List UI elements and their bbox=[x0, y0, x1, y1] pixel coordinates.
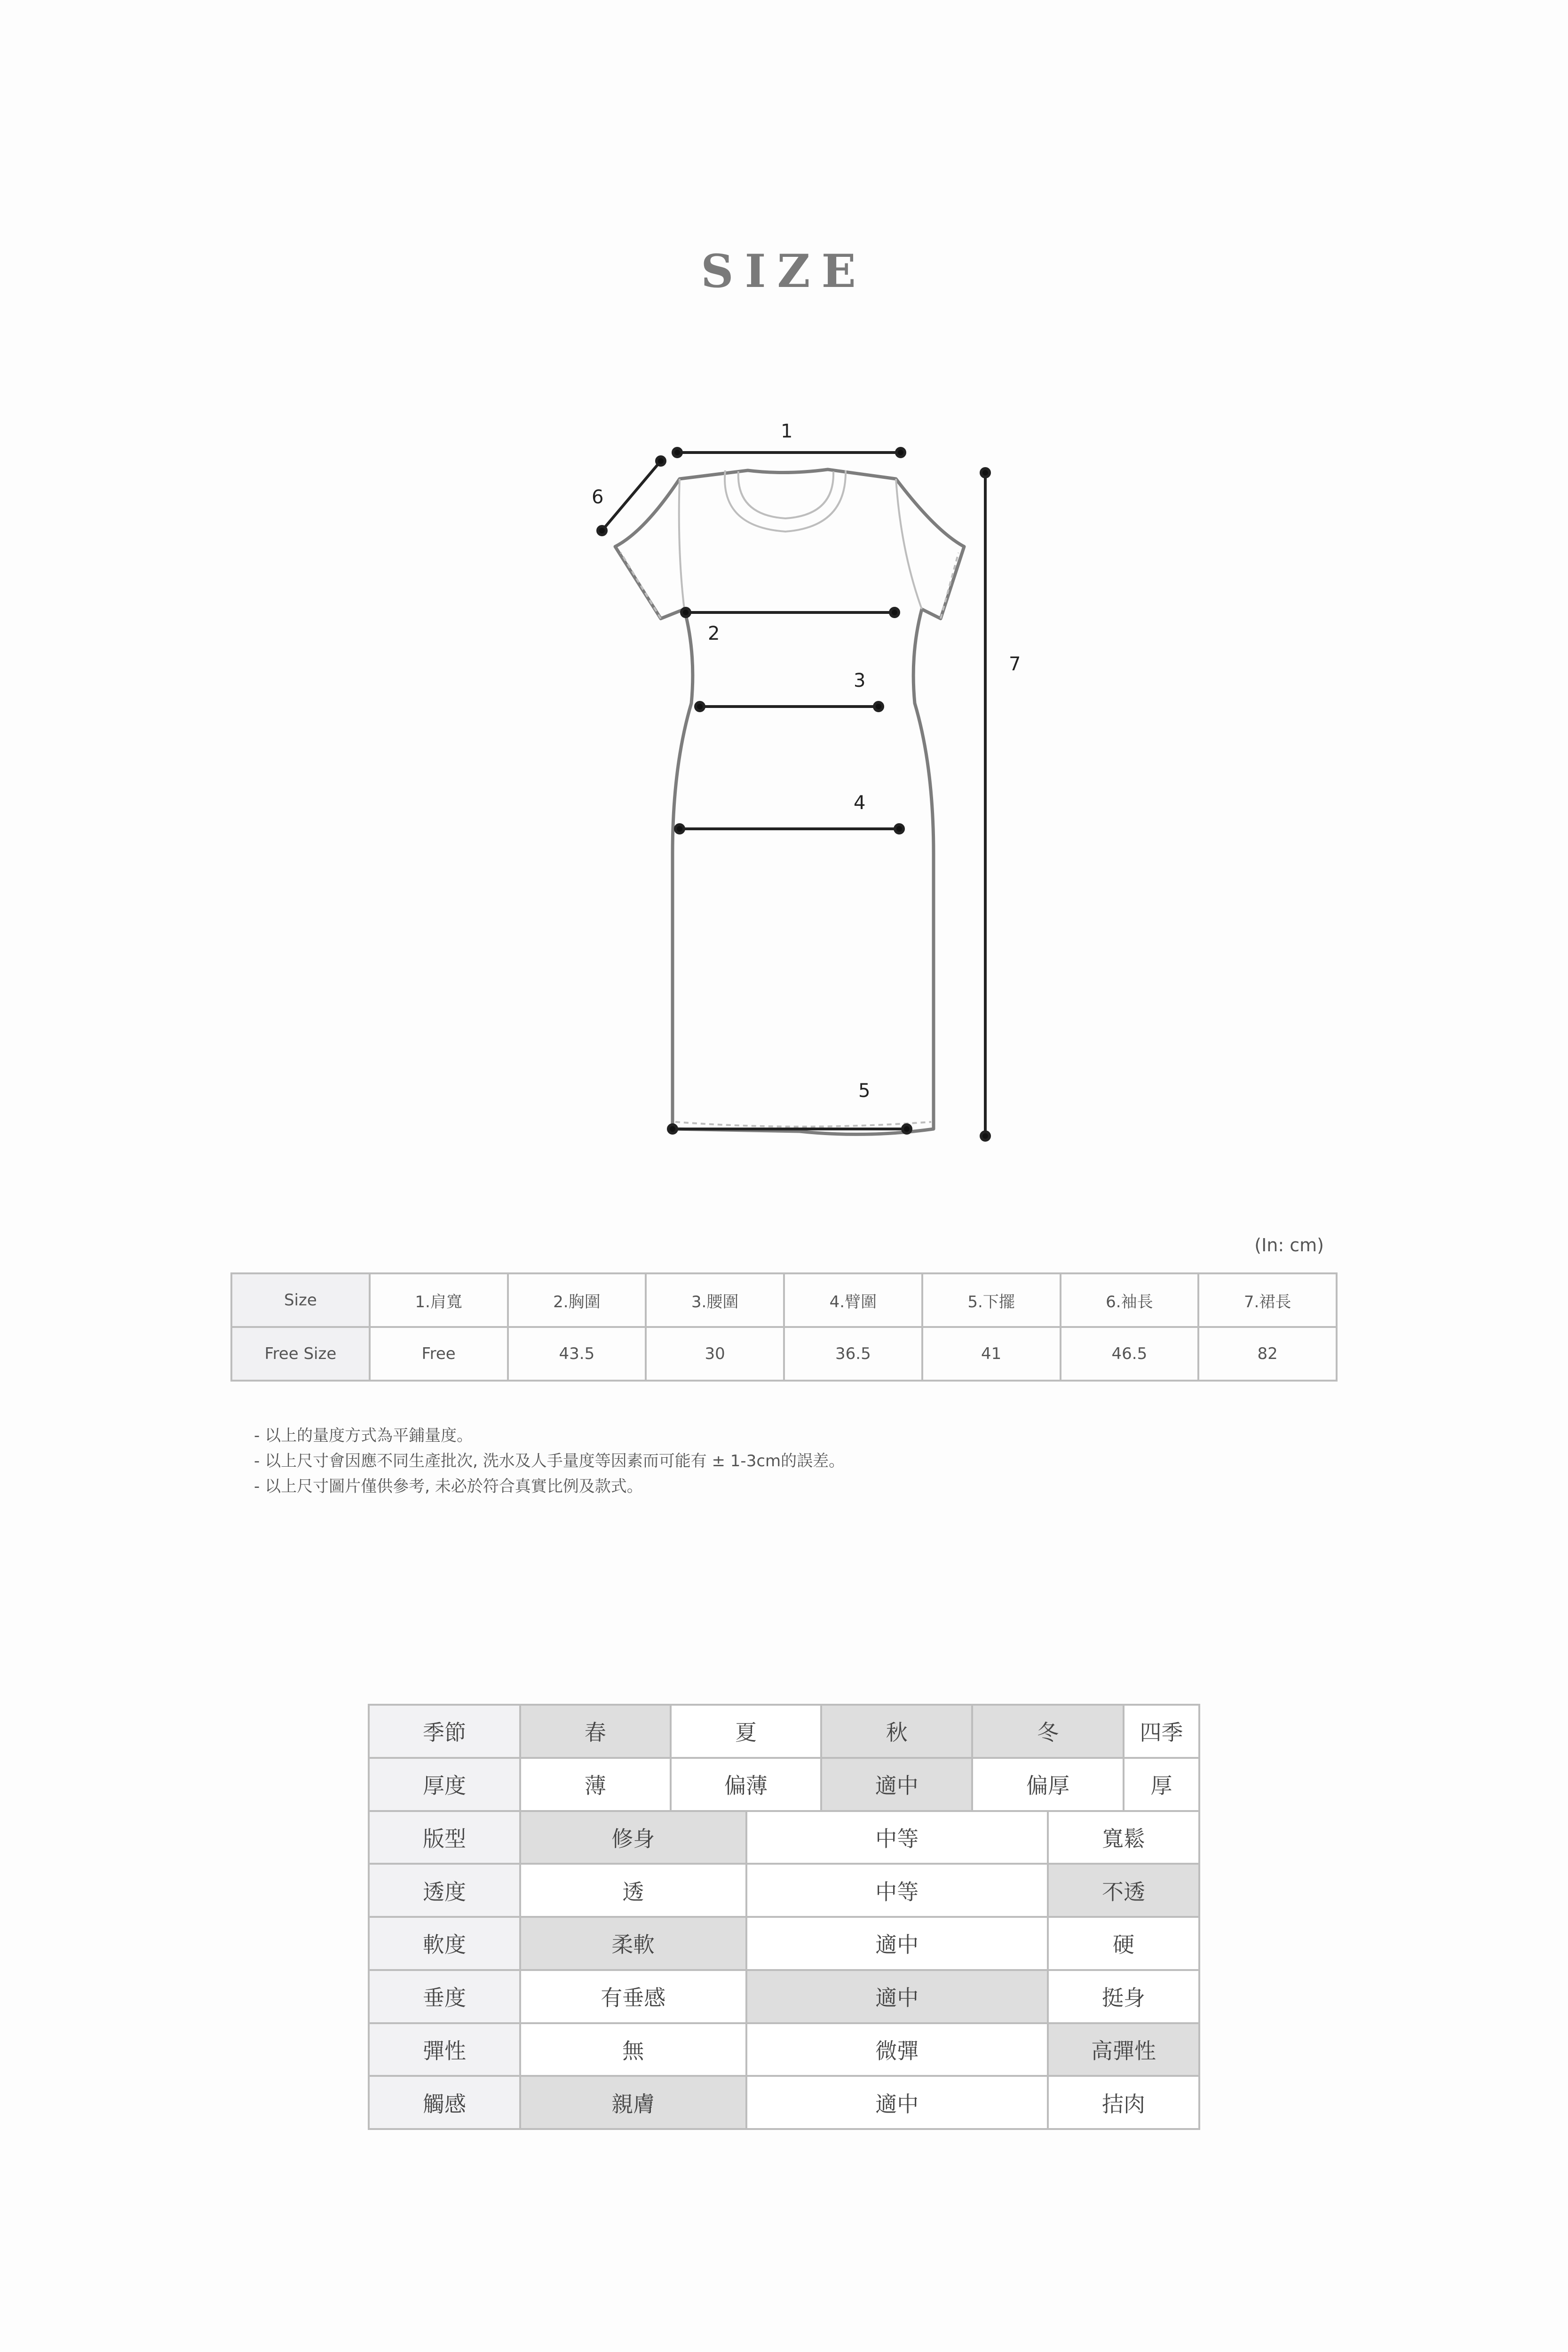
page-title: SIZE bbox=[701, 245, 867, 298]
size-table-row bbox=[231, 1327, 1337, 1381]
size-header-cell: 6.袖長 bbox=[1061, 1273, 1199, 1327]
measure-label-3: 3 bbox=[854, 670, 866, 691]
fabric-attributes-table bbox=[368, 1704, 1200, 2130]
attr-option-regular: 中等 bbox=[746, 1811, 1048, 1864]
attr-label: 版型 bbox=[369, 1811, 520, 1864]
attr-option-slight-stretch: 微彈 bbox=[746, 2023, 1048, 2076]
unit-note: (In: cm) bbox=[1254, 1235, 1324, 1255]
attr-option-slim: 修身 bbox=[520, 1811, 746, 1864]
attr-option-high-stretch: 高彈性 bbox=[1048, 2023, 1199, 2076]
measure-label-2: 2 bbox=[708, 623, 720, 644]
dress-measurement-diagram bbox=[564, 409, 1035, 1148]
attr-label: 觸感 bbox=[369, 2076, 520, 2129]
measure-label-6: 6 bbox=[592, 486, 604, 508]
attr-row-transparency bbox=[369, 1864, 1199, 1917]
attr-row-drape bbox=[369, 1970, 1199, 2023]
measure-label-4: 4 bbox=[854, 792, 866, 814]
attr-option-slightly-thick: 偏厚 bbox=[972, 1758, 1124, 1811]
attr-option-slightly-thin: 偏薄 bbox=[671, 1758, 822, 1811]
attr-option-summer: 夏 bbox=[671, 1705, 822, 1758]
neckline-outer bbox=[738, 471, 833, 518]
size-header-cell: 5.下擺 bbox=[922, 1273, 1061, 1327]
attr-label: 彈性 bbox=[369, 2023, 520, 2076]
attr-option-drapey: 有垂感 bbox=[520, 1970, 746, 2023]
attr-row-softness bbox=[369, 1917, 1199, 1970]
attr-label: 厚度 bbox=[369, 1758, 520, 1811]
attr-option-scratchy: 拮肉 bbox=[1048, 2076, 1199, 2129]
dress-outline bbox=[615, 469, 964, 1134]
attr-option-autumn: 秋 bbox=[821, 1705, 972, 1758]
measure-label-1: 1 bbox=[781, 421, 793, 442]
attr-option-thin: 薄 bbox=[520, 1758, 671, 1811]
attr-option-loose: 寬鬆 bbox=[1048, 1811, 1199, 1864]
note-line: - 以上尺寸會因應不同生產批次, 洗水及人手量度等因素而可能有 ± 1-3cm的誤差。 bbox=[254, 1452, 845, 1470]
attr-option-medium: 適中 bbox=[821, 1758, 972, 1811]
attr-option-spring: 春 bbox=[520, 1705, 671, 1758]
attr-option-all-seasons: 四季 bbox=[1124, 1705, 1199, 1758]
size-header-cell: 2.胸圍 bbox=[508, 1273, 646, 1327]
neckline-inner bbox=[725, 470, 846, 532]
hem-stitch bbox=[675, 1122, 931, 1127]
attr-option-opaque: 不透 bbox=[1048, 1864, 1199, 1917]
measure-label-5: 5 bbox=[858, 1080, 871, 1102]
attr-row-season bbox=[369, 1705, 1199, 1758]
sleeve-seam-left bbox=[679, 479, 684, 609]
size-header-cell: 4.臂圍 bbox=[784, 1273, 922, 1327]
attr-option-skin-friendly: 親膚 bbox=[520, 2076, 746, 2129]
attr-option-winter: 冬 bbox=[972, 1705, 1124, 1758]
attr-label: 季節 bbox=[369, 1705, 520, 1758]
attr-row-touch bbox=[369, 2076, 1199, 2129]
measurement-notes bbox=[254, 1423, 845, 1499]
attr-option-soft: 柔軟 bbox=[520, 1917, 746, 1970]
attr-option-structured: 挺身 bbox=[1048, 1970, 1199, 2023]
size-table-header-row bbox=[231, 1273, 1337, 1327]
size-cell: 46.5 bbox=[1061, 1327, 1199, 1381]
attr-label: 垂度 bbox=[369, 1970, 520, 2023]
attr-option-medium: 適中 bbox=[746, 2076, 1048, 2129]
attr-label: 軟度 bbox=[369, 1917, 520, 1970]
note-line: - 以上尺寸圖片僅供參考, 未必於符合真實比例及款式。 bbox=[254, 1477, 643, 1496]
size-cell: 30 bbox=[646, 1327, 784, 1381]
attr-option-hard: 硬 bbox=[1048, 1917, 1199, 1970]
measure-label-7: 7 bbox=[1009, 653, 1021, 675]
size-table bbox=[230, 1272, 1338, 1382]
size-cell: 43.5 bbox=[508, 1327, 646, 1381]
measure-line-6 bbox=[602, 461, 661, 531]
attr-option-medium: 適中 bbox=[746, 1917, 1048, 1970]
size-header-cell: 7.裙長 bbox=[1198, 1273, 1337, 1327]
size-header-cell: Size bbox=[231, 1273, 370, 1327]
attr-option-medium: 適中 bbox=[746, 1970, 1048, 2023]
note-line: - 以上的量度方式為平鋪量度。 bbox=[254, 1426, 473, 1445]
attr-option-none: 無 bbox=[520, 2023, 746, 2076]
sleeve-seam-right bbox=[896, 479, 922, 609]
size-header-cell: 3.腰圍 bbox=[646, 1273, 784, 1327]
size-header-cell: 1.肩寬 bbox=[370, 1273, 508, 1327]
sleeve-hem-right bbox=[941, 553, 958, 619]
attr-option-sheer: 透 bbox=[520, 1864, 746, 1917]
size-cell: 41 bbox=[922, 1327, 1061, 1381]
attr-option-thick: 厚 bbox=[1124, 1758, 1199, 1811]
attr-row-thickness bbox=[369, 1758, 1199, 1811]
size-cell: 82 bbox=[1198, 1327, 1337, 1381]
attr-label: 透度 bbox=[369, 1864, 520, 1917]
attr-row-elasticity bbox=[369, 2023, 1199, 2076]
size-cell: Free bbox=[370, 1327, 508, 1381]
size-cell: Free Size bbox=[231, 1327, 370, 1381]
attr-option-regular: 中等 bbox=[746, 1864, 1048, 1917]
size-cell: 36.5 bbox=[784, 1327, 922, 1381]
attr-row-fit bbox=[369, 1811, 1199, 1864]
